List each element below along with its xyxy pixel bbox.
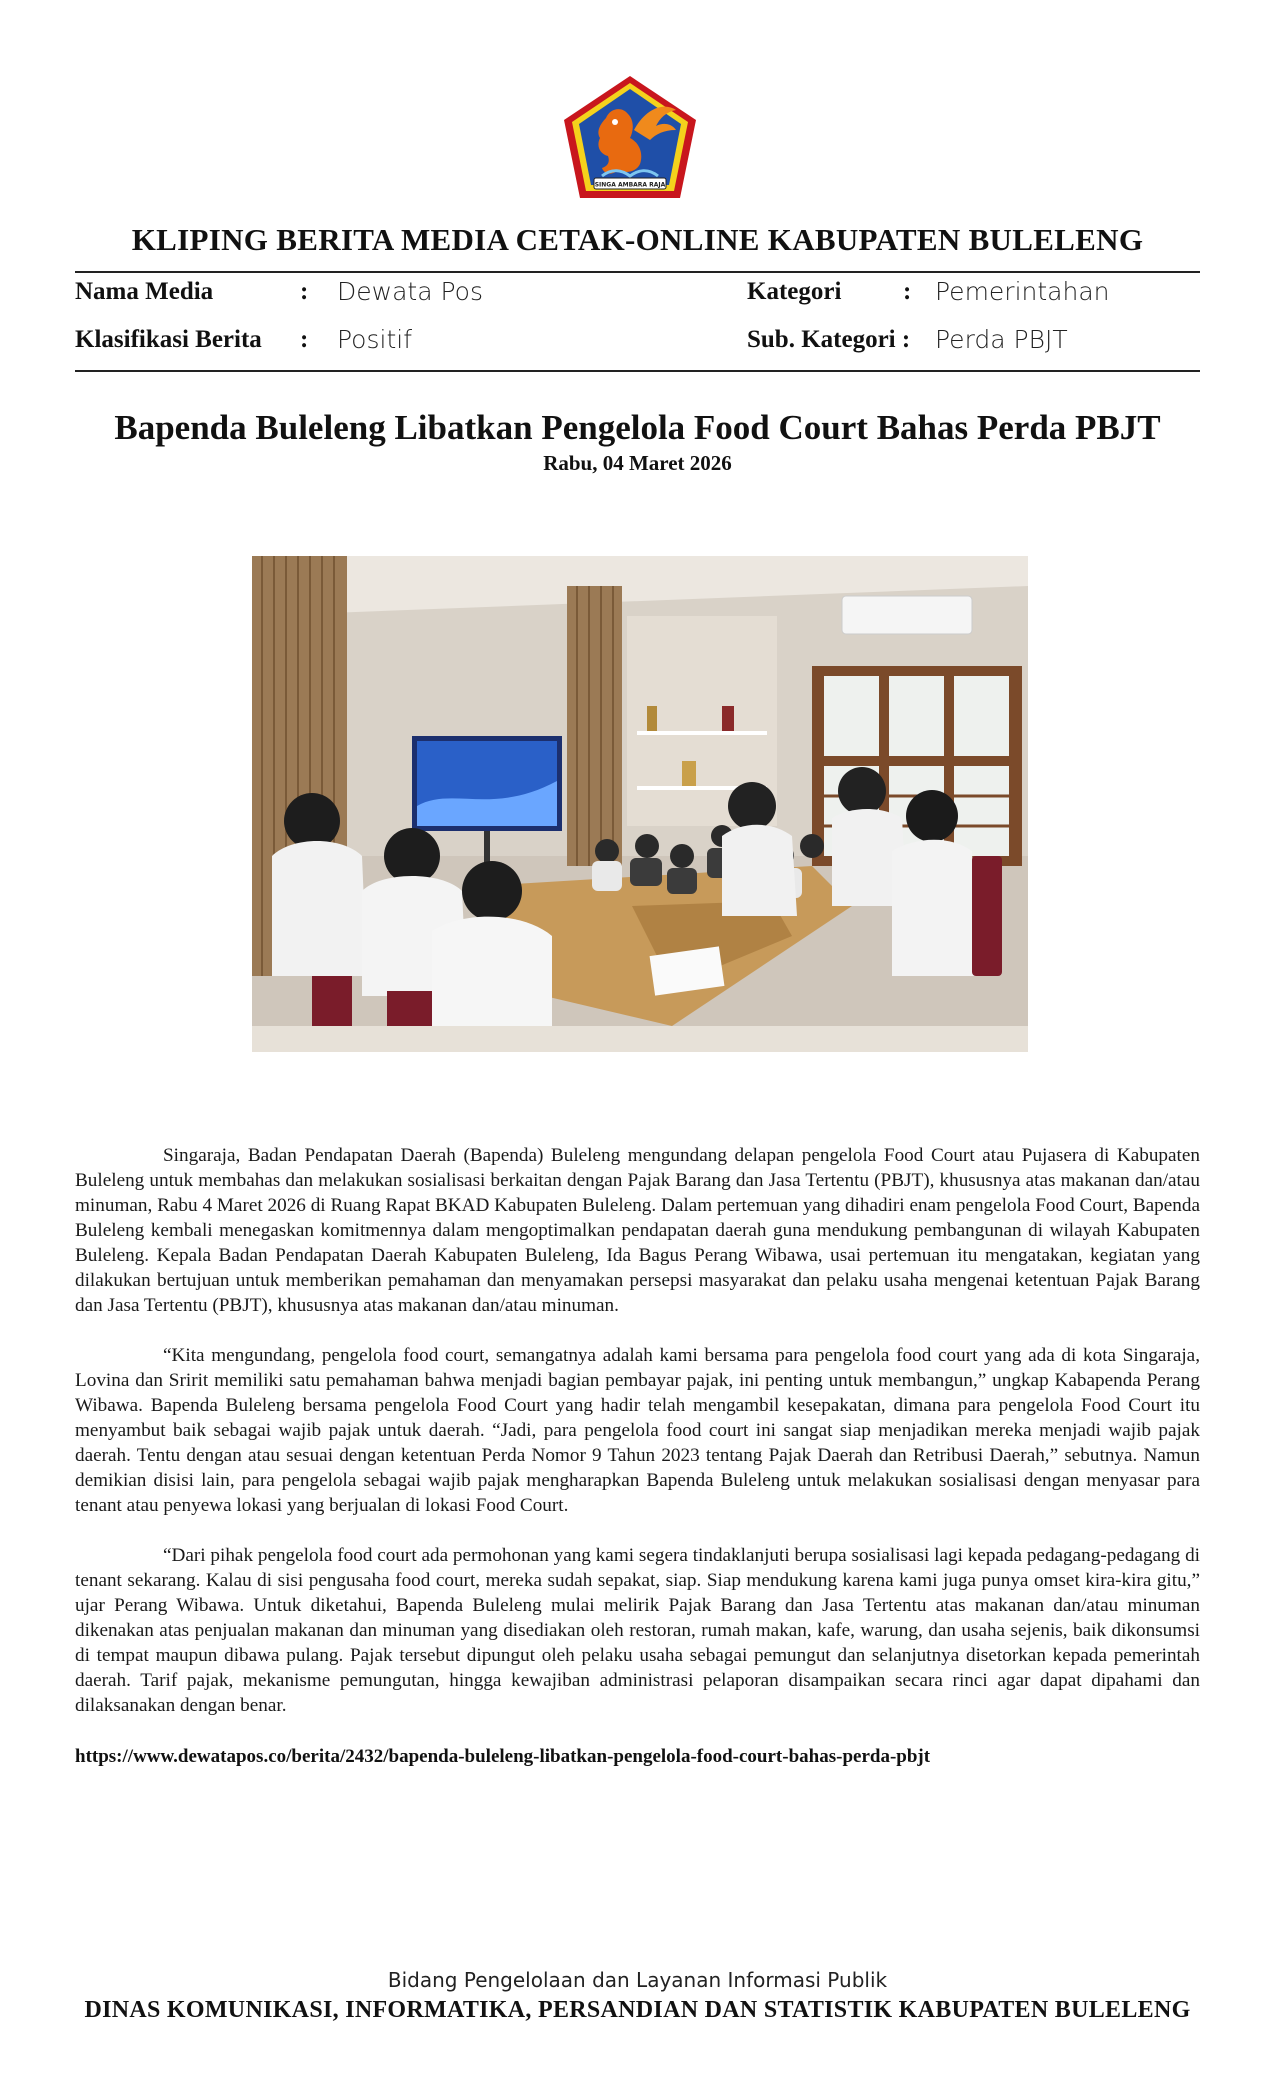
klasifikasi-value: Positif (337, 325, 412, 354)
source-url-link[interactable]: https://www.dewatapos.co/berita/2432/bapenda-buleleng-libatkan-pengelola-food-court-bahas-perda-pbjt (75, 1746, 931, 1767)
article-headline: Bapenda Buleleng Libatkan Pengelola Food Court Bahas Perda PBJT (114, 408, 1161, 447)
emblem-ribbon-text: SINGA AMBARA RAJA (594, 181, 666, 189)
article-paragraph: “Dari pihak pengelola food court ada permohonan yang kami segera tindaklanjuti berupa sosialisasi lagi kepada pedagang-pedagang di tenant sekarang. Kalau di sisi pengusaha food court, mereka sudah sepakat, siap. Siap mendukung karena kami juga punya omset kira-kira gitu,” ujar Perang Wibawa. Untuk diketahui, Bapenda Buleleng mulai melirik Pajak Barang dan Jasa Tertentu atas makanan dan/atau minuman dikenakan atas penjualan makanan dan minuman yang disediakan oleh restoran, rumah makan, kafe, warung, dan usaha sejenis, baik dikonsumsi di tempat maupun dibawa pulang. Pajak tersebut dipungut oleh pelaku usaha sebagai pemungut dan selanjutnya disetorkan kepada pemerintah daerah. Tarif pajak, mekanisme pemungutan, hingga kewajiban administrasi pelaporan disampaikan secara rinci agar dapat dipahami dan dilaksanakan dengan benar. (75, 1545, 1200, 1716)
kategori-value: Pemerintahan (935, 277, 1110, 306)
article-paragraph: “Kita mengundang, pengelola food court, semangatnya adalah kami bersama para pengelola food court yang ada di kota Singaraja, Lovina dan Sririt memiliki satu pemahaman bahwa menjadi bagian pembayar pajak, ini penting untuk membangun,” ungkap Kabapenda Perang Wibawa. Bapenda Buleleng bersama pengelola Food Court yang hadir telah mengambil kesepakatan, dimana para pengelola Food Court itu menyambut baik sebagai wajib pajak untuk daerah. “Jadi, para pengelola food court ini sangat siap menjadikan mereka menjadi wajib pajak daerah. Tentu dengan atau sesuai dengan ketentuan Perda Nomor 9 Tahun 2023 tentang Pajak Daerah dan Retribusi Daerah,” sebutnya. Namun demikian disisi lain, para pengelola sebagai wajib pajak mengharapkan Bapenda Buleleng untuk melakukan sosialisasi dengan menyasar para tenant atau penyewa lokasi yang berjualan di lokasi Food Court. (75, 1345, 1200, 1516)
top-divider (75, 271, 1200, 273)
footer-subtitle: Bidang Pengelolaan dan Layanan Informasi Publik (387, 1968, 888, 1992)
meeting-room-photo-icon (252, 556, 1028, 1052)
bottom-divider (75, 370, 1200, 372)
subkategori-value: Perda PBJT (935, 325, 1068, 354)
article-body (75, 1143, 1200, 1743)
media-value: Dewata Pos (337, 277, 483, 306)
kategori-colon: : (903, 278, 912, 305)
kliping-title: KLIPING BERITA MEDIA CETAK-ONLINE KABUPATEN BULELENG (131, 222, 1144, 257)
meta-row-media (75, 278, 1200, 312)
media-label: Nama Media (75, 278, 214, 305)
article-date: Rabu, 04 Maret 2026 (543, 451, 732, 475)
kategori-label: Kategori (747, 278, 842, 305)
emblem-shield-icon (560, 72, 700, 204)
meta-row-klasifikasi (75, 326, 1200, 360)
buleleng-emblem-logo (560, 72, 700, 204)
klasifikasi-label: Klasifikasi Berita (75, 326, 262, 353)
media-colon: : (300, 278, 309, 305)
klasifikasi-colon: : (300, 326, 309, 353)
article-photo (252, 556, 1028, 1052)
article-paragraph: Singaraja, Badan Pendapatan Daerah (Bapenda) Buleleng mengundang delapan pengelola Food Court atau Pujasera di Kabupaten Buleleng untuk membahas dan melakukan sosialisasi berkaitan dengan Pajak Barang dan Jasa Tertentu (PBJT), khususnya atas makanan dan/atau minuman, Rabu 4 Maret 2026 di Ruang Rapat BKAD Kabupaten Buleleng. Dalam pertemuan yang dihadiri enam pengelola Food Court, Bapenda Buleleng kembali menegaskan komitmennya dalam mengoptimalkan pendapatan daerah guna mendukung pembangunan di wilayah Kabupaten Buleleng. Kepala Badan Pendapatan Daerah Kabupaten Buleleng, Ida Bagus Perang Wibawa, usai pertemuan itu mengatakan, kegiatan yang dilakukan bertujuan untuk memberikan pemahaman dan menyamakan persepsi masyarakat dan pelaku usaha mengenai ketentuan Pajak Barang dan Jasa Tertentu (PBJT), khususnya atas makanan dan/atau minuman. (75, 1145, 1200, 1316)
footer-agency-name: DINAS KOMUNIKASI, INFORMATIKA, PERSANDIAN DAN STATISTIK KABUPATEN BULELENG (84, 1997, 1191, 2023)
subkategori-label: Sub. Kategori : (747, 326, 911, 353)
